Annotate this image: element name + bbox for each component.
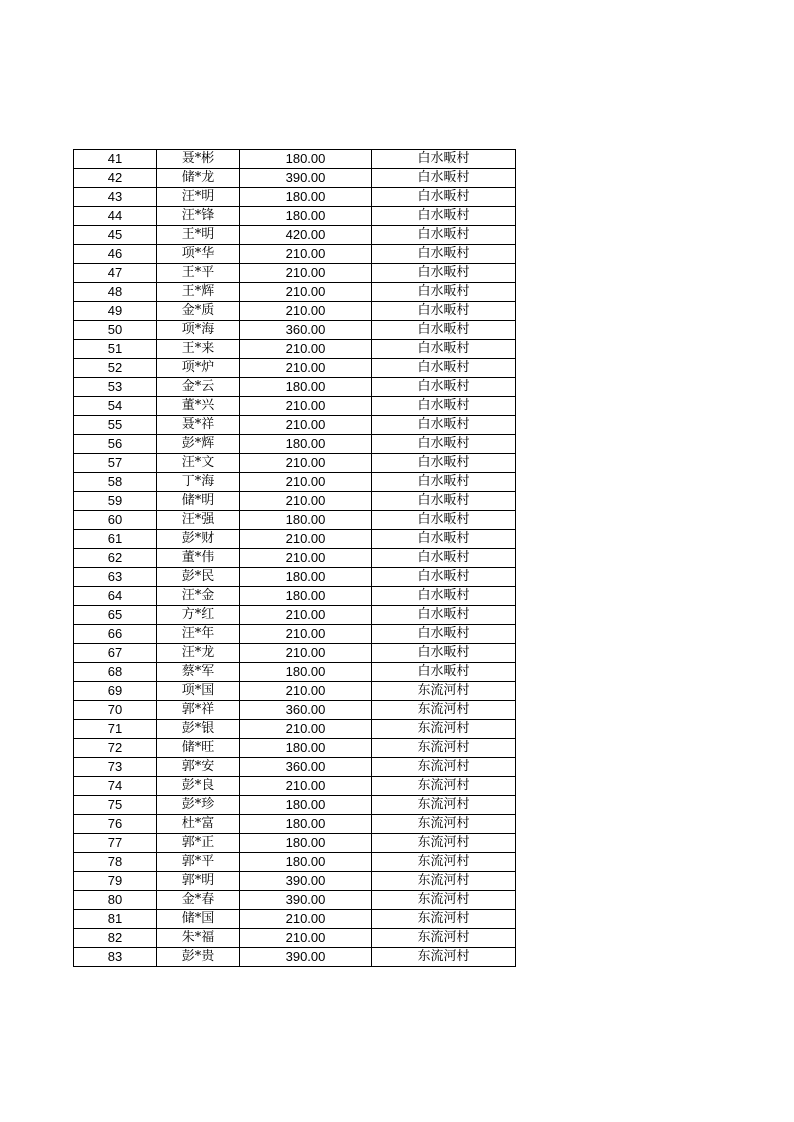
- amount-cell: 210.00: [240, 606, 372, 625]
- table-row: [74, 530, 516, 549]
- amount-cell: 180.00: [240, 435, 372, 454]
- row-number-cell: 45: [74, 226, 157, 245]
- table-row: [74, 378, 516, 397]
- amount-cell: 180.00: [240, 511, 372, 530]
- table-row: [74, 245, 516, 264]
- village-cell: 东流河村: [372, 948, 516, 967]
- amount-cell: 180.00: [240, 739, 372, 758]
- row-number-cell: 63: [74, 568, 157, 587]
- name-cell: 王*来: [157, 340, 240, 359]
- name-cell: 金*春: [157, 891, 240, 910]
- name-cell: 彭*贵: [157, 948, 240, 967]
- row-number-cell: 78: [74, 853, 157, 872]
- table-row: [74, 796, 516, 815]
- village-cell: 白水畈村: [372, 492, 516, 511]
- name-cell: 彭*银: [157, 720, 240, 739]
- amount-cell: 180.00: [240, 853, 372, 872]
- village-cell: 东流河村: [372, 929, 516, 948]
- village-cell: 白水畈村: [372, 169, 516, 188]
- name-cell: 储*龙: [157, 169, 240, 188]
- amount-cell: 360.00: [240, 758, 372, 777]
- table-row: [74, 340, 516, 359]
- village-cell: 白水畈村: [372, 416, 516, 435]
- name-cell: 金*质: [157, 302, 240, 321]
- village-cell: 东流河村: [372, 891, 516, 910]
- row-number-cell: 82: [74, 929, 157, 948]
- row-number-cell: 51: [74, 340, 157, 359]
- village-cell: 白水畈村: [372, 188, 516, 207]
- village-cell: 白水畈村: [372, 359, 516, 378]
- table-row: [74, 264, 516, 283]
- village-cell: 东流河村: [372, 701, 516, 720]
- row-number-cell: 83: [74, 948, 157, 967]
- village-cell: 白水畈村: [372, 473, 516, 492]
- row-number-cell: 73: [74, 758, 157, 777]
- name-cell: 金*云: [157, 378, 240, 397]
- village-cell: 白水畈村: [372, 397, 516, 416]
- row-number-cell: 72: [74, 739, 157, 758]
- row-number-cell: 81: [74, 910, 157, 929]
- row-number-cell: 54: [74, 397, 157, 416]
- table-row: [74, 359, 516, 378]
- row-number-cell: 50: [74, 321, 157, 340]
- table-row: [74, 283, 516, 302]
- table-row: [74, 948, 516, 967]
- row-number-cell: 79: [74, 872, 157, 891]
- name-cell: 彭*辉: [157, 435, 240, 454]
- table-row: [74, 587, 516, 606]
- name-cell: 方*红: [157, 606, 240, 625]
- row-number-cell: 47: [74, 264, 157, 283]
- name-cell: 杜*富: [157, 815, 240, 834]
- row-number-cell: 71: [74, 720, 157, 739]
- amount-cell: 180.00: [240, 796, 372, 815]
- name-cell: 郭*祥: [157, 701, 240, 720]
- table-row: [74, 872, 516, 891]
- table-row: [74, 701, 516, 720]
- amount-cell: 180.00: [240, 207, 372, 226]
- amount-cell: 210.00: [240, 549, 372, 568]
- table-row: [74, 853, 516, 872]
- row-number-cell: 56: [74, 435, 157, 454]
- row-number-cell: 62: [74, 549, 157, 568]
- village-cell: 白水畈村: [372, 264, 516, 283]
- table-row: [74, 929, 516, 948]
- row-number-cell: 65: [74, 606, 157, 625]
- table-row: [74, 511, 516, 530]
- name-cell: 彭*财: [157, 530, 240, 549]
- row-number-cell: 60: [74, 511, 157, 530]
- row-number-cell: 67: [74, 644, 157, 663]
- table-row: [74, 758, 516, 777]
- village-cell: 东流河村: [372, 720, 516, 739]
- row-number-cell: 59: [74, 492, 157, 511]
- amount-cell: 420.00: [240, 226, 372, 245]
- row-number-cell: 77: [74, 834, 157, 853]
- name-cell: 项*炉: [157, 359, 240, 378]
- village-cell: 东流河村: [372, 910, 516, 929]
- village-cell: 白水畈村: [372, 549, 516, 568]
- row-number-cell: 70: [74, 701, 157, 720]
- row-number-cell: 49: [74, 302, 157, 321]
- row-number-cell: 57: [74, 454, 157, 473]
- name-cell: 彭*良: [157, 777, 240, 796]
- row-number-cell: 43: [74, 188, 157, 207]
- village-cell: 东流河村: [372, 834, 516, 853]
- village-cell: 白水畈村: [372, 207, 516, 226]
- village-cell: 白水畈村: [372, 435, 516, 454]
- name-cell: 丁*海: [157, 473, 240, 492]
- table-row: [74, 416, 516, 435]
- table-row: [74, 891, 516, 910]
- amount-cell: 390.00: [240, 169, 372, 188]
- amount-cell: 180.00: [240, 587, 372, 606]
- amount-cell: 210.00: [240, 492, 372, 511]
- amount-cell: 180.00: [240, 834, 372, 853]
- amount-cell: 210.00: [240, 340, 372, 359]
- table-row: [74, 815, 516, 834]
- amount-cell: 210.00: [240, 929, 372, 948]
- name-cell: 项*华: [157, 245, 240, 264]
- table-row: [74, 226, 516, 245]
- amount-cell: 390.00: [240, 948, 372, 967]
- village-cell: 东流河村: [372, 796, 516, 815]
- village-cell: 东流河村: [372, 777, 516, 796]
- village-cell: 白水畈村: [372, 150, 516, 169]
- row-number-cell: 68: [74, 663, 157, 682]
- amount-cell: 180.00: [240, 150, 372, 169]
- table-row: [74, 720, 516, 739]
- row-number-cell: 42: [74, 169, 157, 188]
- amount-cell: 180.00: [240, 815, 372, 834]
- name-cell: 彭*民: [157, 568, 240, 587]
- table-row: [74, 150, 516, 169]
- row-number-cell: 61: [74, 530, 157, 549]
- table-row: [74, 397, 516, 416]
- name-cell: 项*国: [157, 682, 240, 701]
- village-cell: 东流河村: [372, 853, 516, 872]
- village-cell: 东流河村: [372, 739, 516, 758]
- amount-cell: 210.00: [240, 910, 372, 929]
- subsidy-table: [73, 149, 516, 967]
- amount-cell: 210.00: [240, 245, 372, 264]
- name-cell: 郭*明: [157, 872, 240, 891]
- amount-cell: 180.00: [240, 188, 372, 207]
- table-row: [74, 492, 516, 511]
- village-cell: 东流河村: [372, 682, 516, 701]
- name-cell: 储*国: [157, 910, 240, 929]
- name-cell: 王*明: [157, 226, 240, 245]
- row-number-cell: 80: [74, 891, 157, 910]
- name-cell: 汪*金: [157, 587, 240, 606]
- village-cell: 白水畈村: [372, 302, 516, 321]
- village-cell: 白水畈村: [372, 606, 516, 625]
- row-number-cell: 53: [74, 378, 157, 397]
- name-cell: 王*辉: [157, 283, 240, 302]
- village-cell: 白水畈村: [372, 511, 516, 530]
- amount-cell: 210.00: [240, 682, 372, 701]
- amount-cell: 210.00: [240, 302, 372, 321]
- name-cell: 汪*年: [157, 625, 240, 644]
- village-cell: 白水畈村: [372, 625, 516, 644]
- amount-cell: 390.00: [240, 872, 372, 891]
- row-number-cell: 76: [74, 815, 157, 834]
- village-cell: 白水畈村: [372, 378, 516, 397]
- amount-cell: 180.00: [240, 663, 372, 682]
- table-row: [74, 473, 516, 492]
- village-cell: 白水畈村: [372, 321, 516, 340]
- row-number-cell: 41: [74, 150, 157, 169]
- village-cell: 白水畈村: [372, 454, 516, 473]
- row-number-cell: 74: [74, 777, 157, 796]
- row-number-cell: 58: [74, 473, 157, 492]
- table-row: [74, 739, 516, 758]
- village-cell: 白水畈村: [372, 283, 516, 302]
- name-cell: 汪*明: [157, 188, 240, 207]
- amount-cell: 180.00: [240, 568, 372, 587]
- table-row: [74, 188, 516, 207]
- table-row: [74, 568, 516, 587]
- table-row: [74, 834, 516, 853]
- row-number-cell: 52: [74, 359, 157, 378]
- village-cell: 东流河村: [372, 815, 516, 834]
- table-body: [74, 150, 516, 967]
- table-row: [74, 606, 516, 625]
- table-row: [74, 435, 516, 454]
- amount-cell: 210.00: [240, 473, 372, 492]
- name-cell: 聂*彬: [157, 150, 240, 169]
- name-cell: 项*海: [157, 321, 240, 340]
- table-row: [74, 777, 516, 796]
- village-cell: 东流河村: [372, 758, 516, 777]
- village-cell: 东流河村: [372, 872, 516, 891]
- table-row: [74, 644, 516, 663]
- amount-cell: 180.00: [240, 378, 372, 397]
- name-cell: 董*伟: [157, 549, 240, 568]
- amount-cell: 210.00: [240, 530, 372, 549]
- amount-cell: 360.00: [240, 701, 372, 720]
- village-cell: 白水畈村: [372, 245, 516, 264]
- name-cell: 储*旺: [157, 739, 240, 758]
- name-cell: 彭*珍: [157, 796, 240, 815]
- amount-cell: 210.00: [240, 283, 372, 302]
- row-number-cell: 48: [74, 283, 157, 302]
- name-cell: 董*兴: [157, 397, 240, 416]
- village-cell: 白水畈村: [372, 340, 516, 359]
- amount-cell: 210.00: [240, 644, 372, 663]
- name-cell: 聂*祥: [157, 416, 240, 435]
- row-number-cell: 55: [74, 416, 157, 435]
- table-row: [74, 549, 516, 568]
- table-row: [74, 454, 516, 473]
- amount-cell: 210.00: [240, 454, 372, 473]
- name-cell: 郭*平: [157, 853, 240, 872]
- row-number-cell: 64: [74, 587, 157, 606]
- row-number-cell: 75: [74, 796, 157, 815]
- village-cell: 白水畈村: [372, 663, 516, 682]
- table-row: [74, 302, 516, 321]
- name-cell: 郭*正: [157, 834, 240, 853]
- name-cell: 储*明: [157, 492, 240, 511]
- name-cell: 汪*强: [157, 511, 240, 530]
- amount-cell: 210.00: [240, 416, 372, 435]
- amount-cell: 210.00: [240, 777, 372, 796]
- name-cell: 蔡*军: [157, 663, 240, 682]
- amount-cell: 210.00: [240, 625, 372, 644]
- table-row: [74, 910, 516, 929]
- village-cell: 白水畈村: [372, 644, 516, 663]
- amount-cell: 360.00: [240, 321, 372, 340]
- name-cell: 汪*文: [157, 454, 240, 473]
- table-row: [74, 625, 516, 644]
- amount-cell: 210.00: [240, 720, 372, 739]
- amount-cell: 390.00: [240, 891, 372, 910]
- village-cell: 白水畈村: [372, 226, 516, 245]
- village-cell: 白水畈村: [372, 568, 516, 587]
- name-cell: 朱*福: [157, 929, 240, 948]
- name-cell: 王*平: [157, 264, 240, 283]
- amount-cell: 210.00: [240, 359, 372, 378]
- row-number-cell: 66: [74, 625, 157, 644]
- name-cell: 汪*龙: [157, 644, 240, 663]
- table-row: [74, 663, 516, 682]
- row-number-cell: 69: [74, 682, 157, 701]
- amount-cell: 210.00: [240, 397, 372, 416]
- amount-cell: 210.00: [240, 264, 372, 283]
- row-number-cell: 46: [74, 245, 157, 264]
- table-row: [74, 169, 516, 188]
- table-row: [74, 207, 516, 226]
- village-cell: 白水畈村: [372, 587, 516, 606]
- village-cell: 白水畈村: [372, 530, 516, 549]
- table-row: [74, 682, 516, 701]
- row-number-cell: 44: [74, 207, 157, 226]
- name-cell: 汪*锋: [157, 207, 240, 226]
- name-cell: 郭*安: [157, 758, 240, 777]
- table-row: [74, 321, 516, 340]
